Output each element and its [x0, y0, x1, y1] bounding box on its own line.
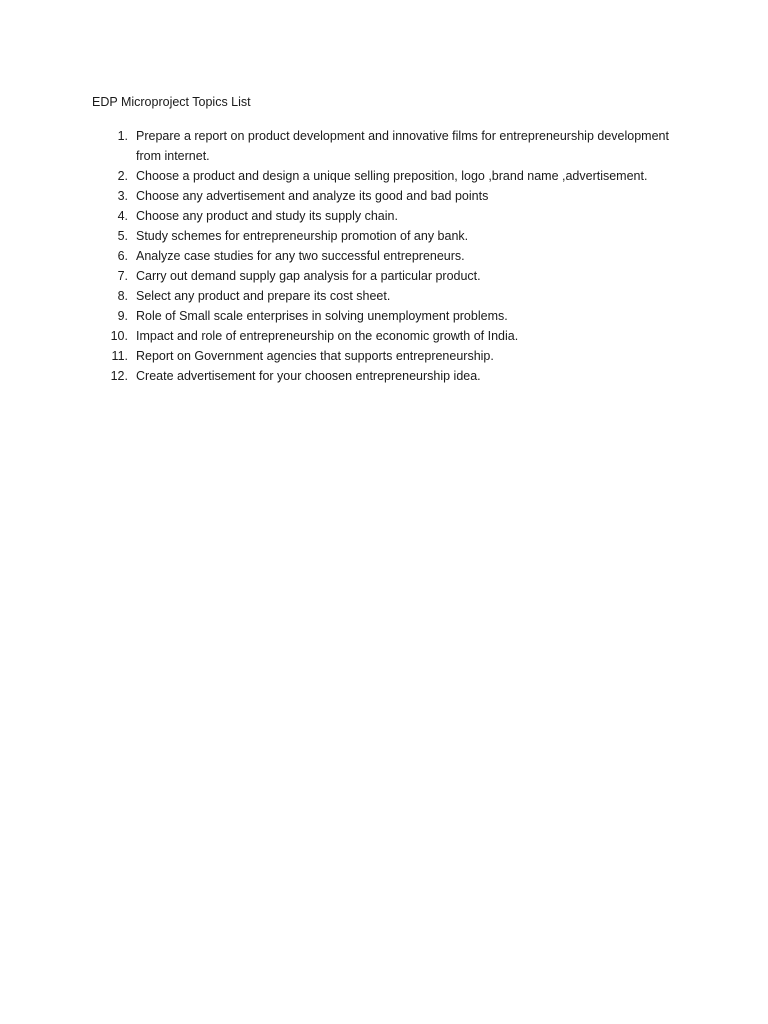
- list-item-text: Carry out demand supply gap analysis for a particular product.: [136, 269, 481, 283]
- list-item-number: 1.: [117, 129, 128, 143]
- list-item-text: Prepare a report on product development and innovative films for entrepreneurship development from internet.: [136, 129, 669, 163]
- list-item-text: Report on Government agencies that supports entrepreneurship.: [136, 349, 494, 363]
- list-item: [0, 246, 700, 266]
- list-item: [0, 326, 700, 346]
- list-item-text: Role of Small scale enterprises in solving unemployment problems.: [136, 309, 508, 323]
- list-item-number: 5.: [117, 229, 128, 243]
- list-item: [0, 306, 700, 326]
- list-item: [0, 226, 700, 246]
- list-item: [0, 346, 700, 366]
- list-item-text: Choose any product and study its supply chain.: [136, 209, 398, 223]
- list-item-text: Select any product and prepare its cost sheet.: [136, 289, 391, 303]
- list-item-text: Choose a product and design a unique selling preposition, logo ,brand name ,advertisement.: [136, 169, 648, 183]
- list-item-number: 10.: [110, 329, 128, 343]
- list-item-number: 4.: [117, 209, 128, 223]
- list-item-number: 9.: [117, 309, 128, 323]
- list-item: [0, 266, 700, 286]
- list-item-text: Analyze case studies for any two successful entrepreneurs.: [136, 249, 465, 263]
- list-item-number: 3.: [117, 189, 128, 203]
- list-item: [0, 286, 700, 306]
- list-item: [0, 166, 700, 186]
- list-item: [0, 206, 700, 226]
- list-item: [0, 126, 700, 166]
- list-item-number: 8.: [117, 289, 128, 303]
- list-item: [0, 366, 700, 386]
- topics-list: [0, 126, 700, 386]
- list-item-number: 12.: [110, 369, 128, 383]
- list-item-number: 6.: [117, 249, 128, 263]
- list-item-number: 2.: [117, 169, 128, 183]
- list-item-text: Impact and role of entrepreneurship on the economic growth of India.: [136, 329, 519, 343]
- list-item-number: 11.: [111, 349, 128, 363]
- list-item-text: Create advertisement for your choosen entrepreneurship idea.: [136, 369, 481, 383]
- document-title: EDP Microproject Topics List: [92, 95, 251, 109]
- list-item: [0, 186, 700, 206]
- list-item-text: Choose any advertisement and analyze its good and bad points: [136, 189, 489, 203]
- list-item-number: 7.: [117, 269, 128, 283]
- list-item-text: Study schemes for entrepreneurship promotion of any bank.: [136, 229, 469, 243]
